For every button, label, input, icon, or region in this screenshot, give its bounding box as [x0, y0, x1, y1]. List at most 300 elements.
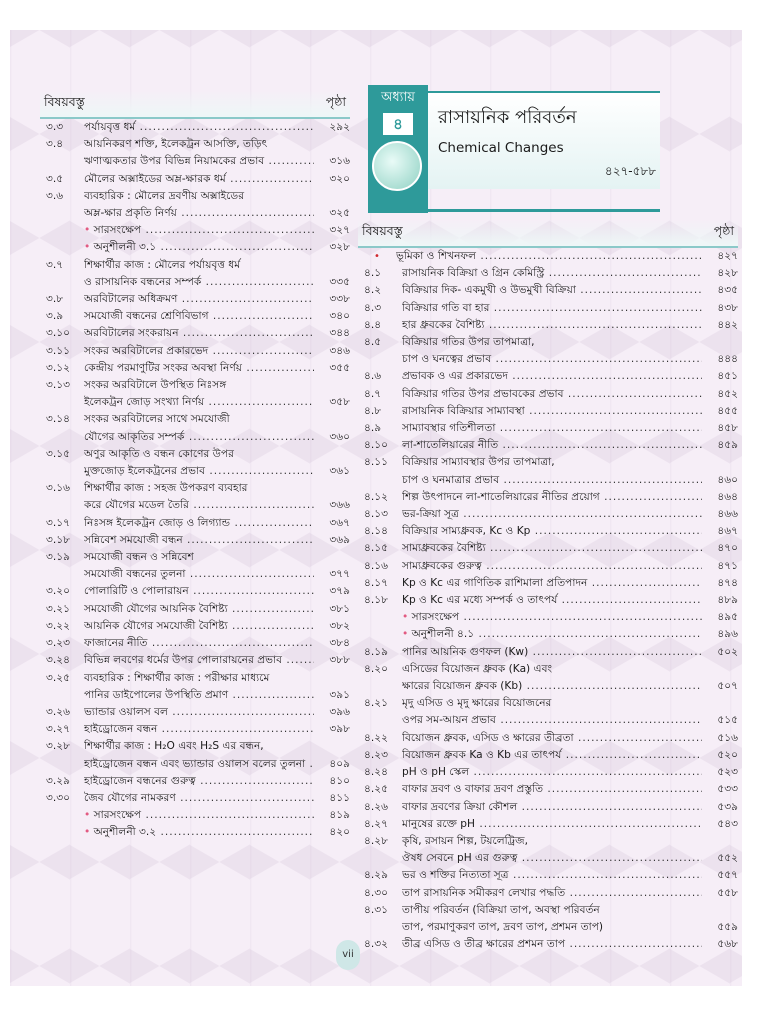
section-title: বাফার দ্রবণের ক্রিয়া কৌশল ..... — [402, 799, 702, 816]
page-label: পৃষ্ঠা — [713, 223, 734, 238]
section-page: ৪৪৪ — [717, 353, 738, 366]
toc-entry — [40, 325, 350, 342]
section-page: ৪৬০ — [717, 473, 738, 486]
toc-entry — [358, 919, 738, 936]
section-page: ৫০৭ — [717, 680, 738, 693]
section-number: ৪.২৬ — [364, 800, 389, 813]
section-title: আয়নিকরণ শক্তি, ইলেকট্রন আসক্তি, তড়িৎ — [84, 138, 268, 151]
section-title: অণুর আকৃতি ও বন্ধন কোণের উপর — [84, 447, 234, 460]
section-page: ৪৭১ — [717, 559, 738, 572]
section-number: ৪.২৮ — [364, 834, 389, 847]
section-page: ৫২৩ — [717, 766, 738, 779]
section-page: ৫৫৭ — [717, 869, 738, 882]
section-title: জৈব যৌগের নামকরণ ..... — [84, 790, 314, 807]
toc-entry — [40, 153, 350, 170]
section-number: ৪.১২ — [364, 490, 389, 503]
section-title: সমযোজী বন্ধনের শ্রেণিবিভাগ ..... — [84, 308, 314, 325]
section-number: ৩.১৮ — [46, 533, 71, 546]
section-title: শিক্ষার্থীর কাজ : মৌলের পর্যায়বৃত্ত ধর্ম — [84, 258, 241, 271]
section-title: পানির আয়নিক গুণফল (Kw) ..... — [402, 644, 702, 661]
section-number: ৩.১৭ — [46, 516, 71, 529]
section-page: ৫৫৮ — [717, 886, 738, 899]
section-number: ৪.২১ — [364, 697, 389, 710]
chapter-label: অধ্যায় — [381, 90, 415, 105]
section-page: ৩৮৪ — [329, 637, 350, 650]
toc-entry — [40, 274, 350, 291]
section-number: ৩.২১ — [46, 602, 71, 615]
toc-entry — [40, 446, 350, 463]
section-title: বিক্রিয়ার গতির উপর তাপমাত্রা, — [402, 336, 535, 349]
section-title: অরবিটালের সংকরায়ন ..... — [84, 325, 314, 342]
toc-entry — [40, 652, 350, 669]
section-title: প্রভাবক ও এর প্রকারভেদ ..... — [402, 368, 702, 385]
toc-entry — [358, 781, 738, 798]
section-page: ৩৯১ — [329, 688, 350, 701]
toc-entry — [358, 712, 738, 729]
toc-entry — [358, 506, 738, 523]
book-page — [10, 30, 742, 986]
section-page: ৩৬৬ — [329, 499, 350, 512]
section-page: ৩২৮ — [329, 241, 350, 254]
section-page: ৩৩৫ — [329, 275, 350, 288]
toc-entry — [358, 558, 738, 575]
toc-entry — [40, 171, 350, 188]
section-page: ৪০৯ — [329, 757, 350, 770]
toc-entry — [358, 661, 738, 678]
page-label: পৃষ্ঠা — [325, 94, 346, 109]
toc-entry — [358, 747, 738, 764]
section-page: ৪৩৮ — [717, 301, 738, 314]
section-number: ৪.২৯ — [364, 869, 389, 882]
page-number: vii — [336, 940, 360, 970]
section-title: • সারসংক্ষেপ ..... — [84, 222, 314, 239]
section-number: ৪.২৪ — [364, 766, 389, 779]
section-title: লা-শাতেলিয়ারের নীতি ..... — [402, 437, 702, 454]
toc-entry — [40, 394, 350, 411]
section-number: ৩.৪ — [46, 138, 64, 151]
section-number: ৩.১৯ — [46, 551, 71, 564]
toc-entry — [358, 936, 738, 953]
section-title: • অনুশীলনী ৪.১ ..... — [402, 626, 702, 643]
section-number: ৪.৫ — [364, 336, 382, 349]
toc-entry — [40, 773, 350, 790]
section-number: ৩.২৬ — [46, 705, 71, 718]
section-title: ভর ও শক্তির নিত্যতা সূত্র ..... — [402, 867, 702, 884]
section-title: সমযোজী বন্ধন ও সন্নিবেশ — [84, 551, 194, 564]
toc-entry — [358, 730, 738, 747]
section-number: ৪.২৭ — [364, 817, 389, 830]
section-page: ৩৮৮ — [329, 654, 350, 667]
section-title: বিক্রিয়ার গতি বা হার ..... — [402, 300, 702, 317]
section-number: ৩.১৪ — [46, 413, 71, 426]
section-page: ৪১০ — [329, 774, 350, 787]
section-title: তীব্র এসিড ও তীব্র ক্ষারের প্রশমন তাপ ..... — [402, 936, 702, 953]
section-page: ৩২৫ — [329, 207, 350, 220]
toc-entry — [358, 351, 738, 368]
toc-entry — [40, 463, 350, 480]
toc-entry — [358, 764, 738, 781]
section-title: নিঃসঙ্গ ইলেকট্রন জোড় ও লিগ্যান্ড ..... — [84, 515, 314, 532]
toc-entry — [40, 360, 350, 377]
section-title: Kp ও Kc এর গাণিতিক রাশিমালা প্রতিপাদন ..... — [402, 575, 702, 592]
section-title: মৌলের অক্সাইডের অম্ল-ক্ষারক ধর্ম ..... — [84, 171, 314, 188]
section-number: ৩.৭ — [46, 258, 64, 271]
section-number: ৩.৫ — [46, 172, 64, 185]
toc-entry — [40, 515, 350, 532]
chapter-title-box — [428, 91, 660, 189]
toc-entry — [358, 386, 738, 403]
section-number: ৪.২৩ — [364, 748, 389, 761]
toc-right-table — [358, 219, 738, 953]
section-title: রাসায়নিক বিক্রিয়ার সাম্যাবস্থা ..... — [402, 403, 702, 420]
toc-entry — [40, 136, 350, 153]
section-title: ভ্যান্ডার ওয়ালস বল ..... — [84, 704, 314, 721]
section-title: অরবিটালের অধিক্রমণ ..... — [84, 291, 314, 308]
section-title: পোলারিটি ও পোলারায়ন ..... — [84, 583, 314, 600]
toc-entry — [40, 411, 350, 428]
toc-entry — [40, 721, 350, 738]
toc-entry — [40, 704, 350, 721]
section-number: ৩.২৭ — [46, 723, 71, 736]
toc-entry — [40, 308, 350, 325]
chapter-title-en: Chemical Changes — [438, 140, 564, 156]
section-title: হাইড্রোজেন বন্ধন ..... — [84, 721, 314, 738]
section-page: ৪১১ — [329, 791, 350, 804]
toc-entry — [40, 687, 350, 704]
toc-entry — [40, 670, 350, 687]
section-title: ক্ষারের বিয়োজন ধ্রুবক (Kb) ..... — [402, 678, 702, 695]
section-number: ৪.৬ — [364, 370, 382, 383]
toc-entry — [40, 377, 350, 394]
section-page: ৪৩৫ — [717, 284, 738, 297]
toc-entry — [358, 317, 738, 334]
section-title: বিয়োজন ধ্রুবক, এসিড ও ক্ষারের তীব্রতা ..... — [402, 730, 702, 747]
section-title: যৌগের আকৃতির সম্পর্ক ..... — [84, 429, 314, 446]
section-title: সন্নিবেশ সমযোজী বন্ধন ..... — [84, 532, 314, 549]
section-page: ৩৪০ — [329, 310, 350, 323]
section-number: ৪.১৪ — [364, 525, 388, 538]
section-title: • অনুশীলনী ৩.২ ..... — [84, 824, 314, 841]
section-title: বিক্রিয়ার গতির উপর প্রভাবকের প্রভাব ..... — [402, 386, 702, 403]
section-title: • সারসংক্ষেপ ..... — [402, 609, 702, 626]
section-number: ৩.২০ — [46, 585, 71, 598]
section-page: ৪৬৭ — [717, 525, 738, 538]
section-title: সাম্যধ্রুবকের বৈশিষ্ট্য ..... — [402, 540, 702, 557]
section-title: ওপর সম-আয়ন প্রভাব ..... — [402, 712, 702, 729]
toc-entry — [358, 850, 738, 867]
section-title: ও রাসায়নিক বন্ধনের সম্পর্ক ..... — [84, 274, 314, 291]
section-title: • সারসংক্ষেপ ..... — [84, 807, 314, 824]
section-title: ভূমিকা ও শিখনফল ..... — [396, 248, 702, 265]
section-page: ৪৬৪ — [717, 490, 738, 503]
section-title: এসিডের বিয়োজন ধ্রুবক (Ka) এবং — [402, 662, 553, 675]
section-title: সংকর অরবিটালের সাথে সমযোজী — [84, 413, 230, 426]
section-number: ৩.৯ — [46, 310, 64, 323]
section-number: ৪.১ — [364, 267, 382, 280]
chapter-banner — [358, 85, 660, 213]
toc-entry — [40, 618, 350, 635]
section-number: ৩.৬ — [46, 189, 64, 202]
section-page: ৩২০ — [329, 172, 350, 185]
section-number: ৪.৩০ — [364, 886, 389, 899]
toc-entry — [40, 566, 350, 583]
toc-entry — [40, 497, 350, 514]
toc-entry — [358, 609, 738, 626]
section-page: ৩৬১ — [329, 465, 350, 478]
section-page: ৩৩৮ — [329, 293, 350, 306]
section-number: ৪.৩১ — [364, 903, 389, 916]
toc-entry — [40, 824, 350, 841]
section-page: ৩৮১ — [329, 602, 350, 615]
section-title: সংকর অরবিটালের প্রকারভেদ ..... — [84, 343, 314, 360]
section-title: মানুষের রক্তে pH ..... — [402, 816, 702, 833]
section-number: ৪.২ — [364, 284, 382, 297]
section-number: ৩.১৬ — [46, 482, 71, 495]
section-title: হাইড্রোজেন বন্ধনের গুরুত্ব ..... — [84, 773, 314, 790]
section-number: ৩.২৮ — [46, 740, 71, 753]
toc-entry — [40, 429, 350, 446]
section-title: ফাজানের নীতি ..... — [84, 635, 314, 652]
section-page: ৫৬৮ — [717, 938, 738, 951]
chapter-number: ৪ — [383, 113, 413, 135]
toc-entry — [358, 885, 738, 902]
toc-entry — [40, 583, 350, 600]
toc-entry — [358, 265, 738, 282]
section-title: বিভিন্ন লবণের ধর্মের উপর পোলারায়নের প্রভাব ..... — [84, 652, 314, 669]
toc-entry — [40, 480, 350, 497]
section-title: সাম্যধ্রুবকের গুরুত্ব ..... — [402, 558, 702, 575]
toc-entry — [40, 790, 350, 807]
contents-label: বিষয়বস্তু — [362, 223, 403, 238]
toc-entry — [358, 489, 738, 506]
toc-entry — [358, 644, 738, 661]
toc-list — [40, 119, 350, 842]
toc-entry — [40, 635, 350, 652]
chapter-title-bn: রাসায়নিক পরিবর্তন — [438, 107, 577, 128]
section-title: চাপ ও ঘনত্বের প্রভাব ..... — [402, 351, 702, 368]
section-title: কেন্দ্রীয় পরমাণুটির সংকর অবস্থা নির্ণয় ..... — [84, 360, 314, 377]
section-number: ৩.২৪ — [46, 654, 71, 667]
toc-entry — [40, 549, 350, 566]
section-page: ৪৫২ — [717, 387, 738, 400]
section-number: ৩.২২ — [46, 619, 71, 632]
section-page: ৩১৬ — [329, 155, 350, 168]
section-number: ৩.১০ — [46, 327, 71, 340]
section-number: ৪.১১ — [364, 456, 388, 469]
section-title: শিল্প উৎপাদনে লা-শাতেলিয়ারের নীতির প্রয়োগ ..... — [402, 489, 702, 506]
section-page: ৪৫৫ — [717, 404, 738, 417]
section-number: ৩.৩০ — [46, 791, 71, 804]
section-page: ৪২৭ — [717, 250, 738, 262]
section-number: ৪.১৮ — [364, 594, 388, 607]
toc-entry — [358, 867, 738, 884]
toc-entry — [40, 257, 350, 274]
section-page: ৫০২ — [717, 645, 738, 658]
toc-entry — [358, 368, 738, 385]
section-page: ৪২০ — [329, 826, 350, 839]
section-page: ৫৩৯ — [717, 800, 738, 813]
section-title: বিক্রিয়ার দিক- একমুখী ও উভমুখী বিক্রিয়া ..... — [402, 282, 702, 299]
toc-entry — [40, 738, 350, 755]
section-title: শিক্ষার্থীর কাজ : সহজ উপকরণ ব্যবহার — [84, 482, 248, 495]
section-title: কৃষি, রসায়ন শিল্প, টয়লেট্রিজ, — [402, 834, 529, 847]
section-title: পর্যায়বৃত্ত ধর্ম ..... — [84, 119, 314, 136]
section-number: ৪.১৯ — [364, 645, 388, 658]
section-number: ৪.২২ — [364, 731, 389, 744]
section-number: ৪.৮ — [364, 404, 382, 417]
section-number: ৩.২৯ — [46, 774, 71, 787]
toc-entry — [358, 678, 738, 695]
section-title: মুক্তজোড় ইলেকট্রনের প্রভাব ..... — [84, 463, 314, 480]
section-title: সমযোজী যৌগের আয়নিক বৈশিষ্ট্য ..... — [84, 601, 314, 618]
toc-entry — [358, 403, 738, 420]
section-page: ৩৫৫ — [329, 361, 350, 374]
section-page: ৩৫৮ — [329, 396, 350, 409]
toc-list — [358, 248, 738, 953]
section-number: ৪.৩২ — [364, 938, 389, 951]
section-page: ৩৯৬ — [329, 705, 350, 718]
section-number: ৪.১৬ — [364, 559, 389, 572]
section-number: ৩.১১ — [46, 344, 71, 357]
section-title: মৃদু এসিড ও মৃদু ক্ষারের বিয়োজনের — [402, 697, 552, 710]
toc-entry — [358, 540, 738, 557]
toc-entry — [40, 188, 350, 205]
section-title: চাপ ও ঘনমাত্রার প্রভাব ..... — [402, 472, 702, 489]
section-title: বিক্রিয়ার সাম্যাবস্থার উপর তাপমাত্রা, — [402, 456, 555, 469]
chapter-page-range: ৪২৭-৫৮৮ — [604, 164, 656, 178]
toc-header — [40, 90, 350, 119]
bullet-icon: • — [374, 251, 380, 262]
toc-entry — [358, 799, 738, 816]
section-page: ৫৫২ — [717, 852, 738, 865]
section-page: ৪৫১ — [717, 370, 738, 383]
section-title: • অনুশীলনী ৩.১ ..... — [84, 239, 314, 256]
section-title: আয়নিক যৌগের সমযোজী বৈশিষ্ট্য ..... — [84, 618, 314, 635]
section-number: ৩.২৫ — [46, 671, 71, 684]
toc-entry — [40, 291, 350, 308]
section-title: বিক্রিয়ার সাম্যধ্রুবক, Kc ও Kp ..... — [402, 523, 702, 540]
section-number: ৪.১০ — [364, 439, 389, 452]
chapter-divider — [428, 209, 660, 212]
section-title: ব্যবহারিক : শিক্ষার্থীর কাজ : পরীক্ষার মাধ্যমে — [84, 671, 270, 684]
toc-entry — [358, 592, 738, 609]
section-title: তাপ, পরমাণুকরণ তাপ, দ্রবণ তাপ, প্রশমন তাপ) — [402, 920, 604, 933]
section-title: ঋণাত্মকতার উপর বিভিন্ন নিয়ামকের প্রভাব ..... — [84, 153, 314, 170]
section-number: ৩.১৫ — [46, 447, 71, 460]
flask-icon — [372, 141, 422, 191]
toc-entry — [40, 222, 350, 239]
section-page: ২৯২ — [329, 121, 350, 133]
section-number: ৪.৩ — [364, 301, 382, 314]
section-title: ভর-ক্রিয়া সূত্র ..... — [402, 506, 702, 523]
section-title: করে যৌগের মডেল তৈরি ..... — [84, 497, 314, 514]
section-page: ৪৮৯ — [717, 594, 738, 607]
toc-entry — [40, 343, 350, 360]
section-page: ৫৩৩ — [717, 783, 738, 796]
section-page: ৪৯৫ — [717, 611, 738, 624]
toc-entry — [358, 300, 738, 317]
toc-entry — [40, 807, 350, 824]
section-title: pH ও pH স্কেল ..... — [402, 764, 702, 781]
section-title: ইলেকট্রন জোড় সংখ্যা নির্ণয় ..... — [84, 394, 314, 411]
section-number: ৩.১২ — [46, 361, 71, 374]
section-title: বিয়োজন ধ্রুবক Ka ও Kb এর তাৎপর্য ..... — [402, 747, 702, 764]
section-number: ৩.২৩ — [46, 637, 71, 650]
toc-header — [358, 219, 738, 248]
section-page: ৪৫৯ — [717, 439, 738, 452]
section-title: ঔষধ সেবনে pH এর গুরুত্ব ..... — [402, 850, 702, 867]
section-page: ৪৫৮ — [717, 422, 738, 435]
toc-entry — [358, 282, 738, 299]
toc-entry — [358, 472, 738, 489]
section-page: ৩৬০ — [329, 430, 350, 443]
section-page: ৩৬৯ — [329, 533, 350, 546]
section-number: ৩.১৩ — [46, 379, 71, 392]
section-title: সংকর অরবিটালে উপস্থিত নিঃসঙ্গ — [84, 379, 227, 392]
section-title: সমযোজী বন্ধনের তুলনা ..... — [84, 566, 314, 583]
section-title: হার ধ্রুবকের বৈশিষ্ট্য ..... — [402, 317, 702, 334]
toc-entry — [358, 575, 738, 592]
contents-label: বিষয়বস্তু — [44, 94, 85, 109]
section-page: ৪৬৬ — [717, 508, 738, 521]
section-page: ৩৪৬ — [329, 344, 350, 357]
section-number: ৪.৪ — [364, 318, 382, 331]
section-page: ৩৬৭ — [329, 516, 350, 529]
section-title: অম্ল-ক্ষার প্রকৃতি নির্ণয় ..... — [84, 205, 314, 222]
toc-entry — [358, 902, 738, 919]
toc-entry — [40, 119, 350, 136]
toc-entry — [40, 205, 350, 222]
toc-entry — [40, 239, 350, 256]
section-title: তাপ রাসায়নিক সমীকরণ লেখার পদ্ধতি ..... — [402, 885, 702, 902]
section-number: ৪.৯ — [364, 422, 382, 435]
section-title: রাসায়নিক বিক্রিয়া ও গ্রিন কেমিস্ট্রি ..... — [402, 265, 702, 282]
section-page: ৩৮২ — [329, 619, 350, 632]
toc-entry — [358, 454, 738, 471]
section-page: ৪৭৪ — [717, 576, 738, 589]
section-page: ৫১৫ — [717, 714, 738, 727]
section-page: ৪৯৬ — [717, 628, 738, 641]
toc-entry — [358, 523, 738, 540]
section-number: ৪.৭ — [364, 387, 382, 400]
section-title: ব্যবহারিক : মৌলের দ্রবণীয় অক্সাইডের — [84, 189, 245, 202]
section-number: ৪.২৫ — [364, 783, 389, 796]
section-number: ৪.১৫ — [364, 542, 388, 555]
section-title: পানির ডাইপোলের উপস্থিতি প্রমাণ ..... — [84, 687, 314, 704]
section-page: ৪২৮ — [717, 267, 738, 280]
section-page: ৫২০ — [717, 748, 738, 761]
section-page: ৪৭০ — [717, 542, 738, 555]
section-page: ৩৪৪ — [329, 327, 350, 340]
toc-entry — [358, 626, 738, 643]
toc-entry — [358, 437, 738, 454]
toc-entry — [358, 334, 738, 351]
section-page: ৫১৬ — [717, 731, 738, 744]
section-page: ৩৭৭ — [329, 568, 350, 581]
section-page: ৫৫৯ — [717, 920, 738, 933]
section-number: ৩.৮ — [46, 293, 64, 306]
toc-entry — [358, 695, 738, 712]
section-title: Kp ও Kc এর মধ্যে সম্পর্ক ও তাৎপর্য ..... — [402, 592, 702, 609]
toc-entry — [358, 420, 738, 437]
section-title: হাইড্রোজেন বন্ধন এবং ভ্যান্ডার ওয়ালস বলের তুলনা ..... — [84, 756, 314, 773]
toc-entry — [40, 532, 350, 549]
toc-entry — [358, 816, 738, 833]
section-number: ৪.২০ — [364, 662, 389, 675]
section-page: ৩৯৮ — [329, 723, 350, 736]
section-page: ৪১৯ — [329, 809, 350, 822]
section-number: ৩.৩ — [46, 121, 64, 133]
